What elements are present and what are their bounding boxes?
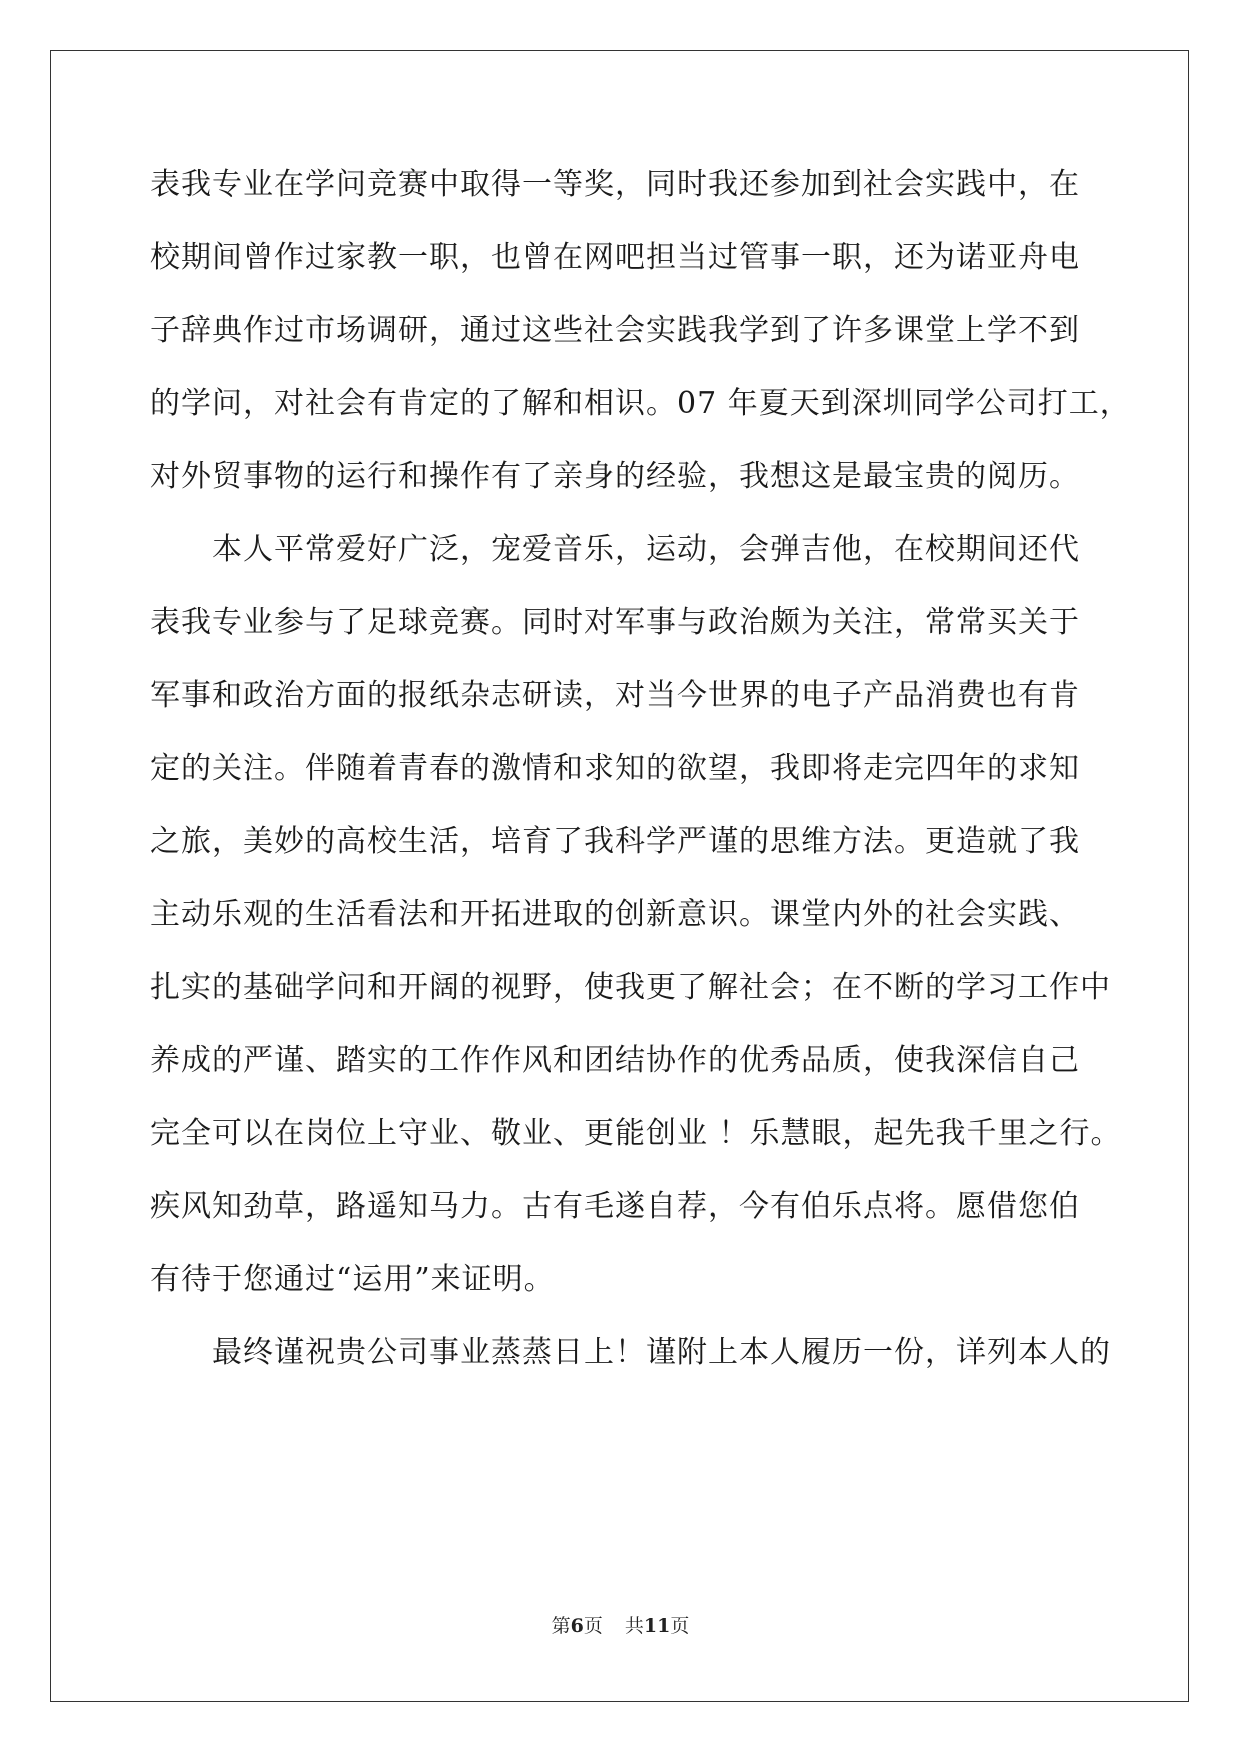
text-line: 子辞典作过市场调研，通过这些社会实践我学到了许多课堂上学不到 [150, 313, 1080, 348]
text-line: 表我专业参与了足球竞赛。同时对军事与政治颇为关注，常常买关于 [150, 605, 1080, 640]
page-footer [0, 1614, 1241, 1638]
text-line: 表我专业在学问竞赛中取得一等奖，同时我还参加到社会实践中，在 [150, 167, 1080, 202]
text-line: 之旅，美妙的高校生活，培育了我科学严谨的思维方法。更造就了我 [150, 824, 1080, 859]
paragraph-start-line: 本人平常爱好广泛，宠爱音乐，运动，会弹吉他，在校期间还代 [212, 532, 1080, 567]
body-text [150, 162, 1131, 1403]
text-line: 扎实的基础学问和开阔的视野，使我更了解社会；在不断的学习工作中 [150, 970, 1111, 1005]
text-line: 养成的严谨、踏实的工作作风和团结协作的优秀品质，使我深信自己 [150, 1043, 1080, 1078]
page-number-suffix: 页 [583, 1615, 603, 1637]
text-line: 疾风知劲草，路遥知马力。古有毛遂自荐，今有伯乐点将。愿借您伯 [150, 1189, 1080, 1224]
text-line: 完全可以在岗位上守业、敬业、更能创业 ！乐慧眼，起先我千里之行。 [150, 1116, 1122, 1151]
text-line: 的学问，对社会有肯定的了解和相识。07 年夏天到深圳同学公司打工， [150, 386, 1131, 421]
text-line: 校期间曾作过家教一职，也曾在网吧担当过管事一职，还为诺亚舟电 [150, 240, 1080, 275]
page-total-prefix: 共 [624, 1615, 644, 1637]
page-number-prefix: 第 [551, 1615, 571, 1637]
page-number-current: 6 [570, 1615, 584, 1637]
page-total-count: 11 [643, 1615, 671, 1637]
text-line: 军事和政治方面的报纸杂志研读，对当今世界的电子产品消费也有肯 [150, 678, 1080, 713]
text-line: 定的关注。伴随着青春的激情和求知的欲望，我即将走完四年的求知 [150, 751, 1080, 786]
page-total-suffix: 页 [670, 1615, 690, 1637]
paragraph-start-line: 最终谨祝贵公司事业蒸蒸日上！谨附上本人履历一份，详列本人的 [212, 1335, 1111, 1370]
text-line: 主动乐观的生活看法和开拓进取的创新意识。课堂内外的社会实践、 [150, 897, 1080, 932]
text-line: 对外贸事物的运行和操作有了亲身的经验，我想这是最宝贵的阅历。 [150, 459, 1080, 494]
text-line: 有待于您通过“运用”来证明。 [150, 1262, 555, 1297]
